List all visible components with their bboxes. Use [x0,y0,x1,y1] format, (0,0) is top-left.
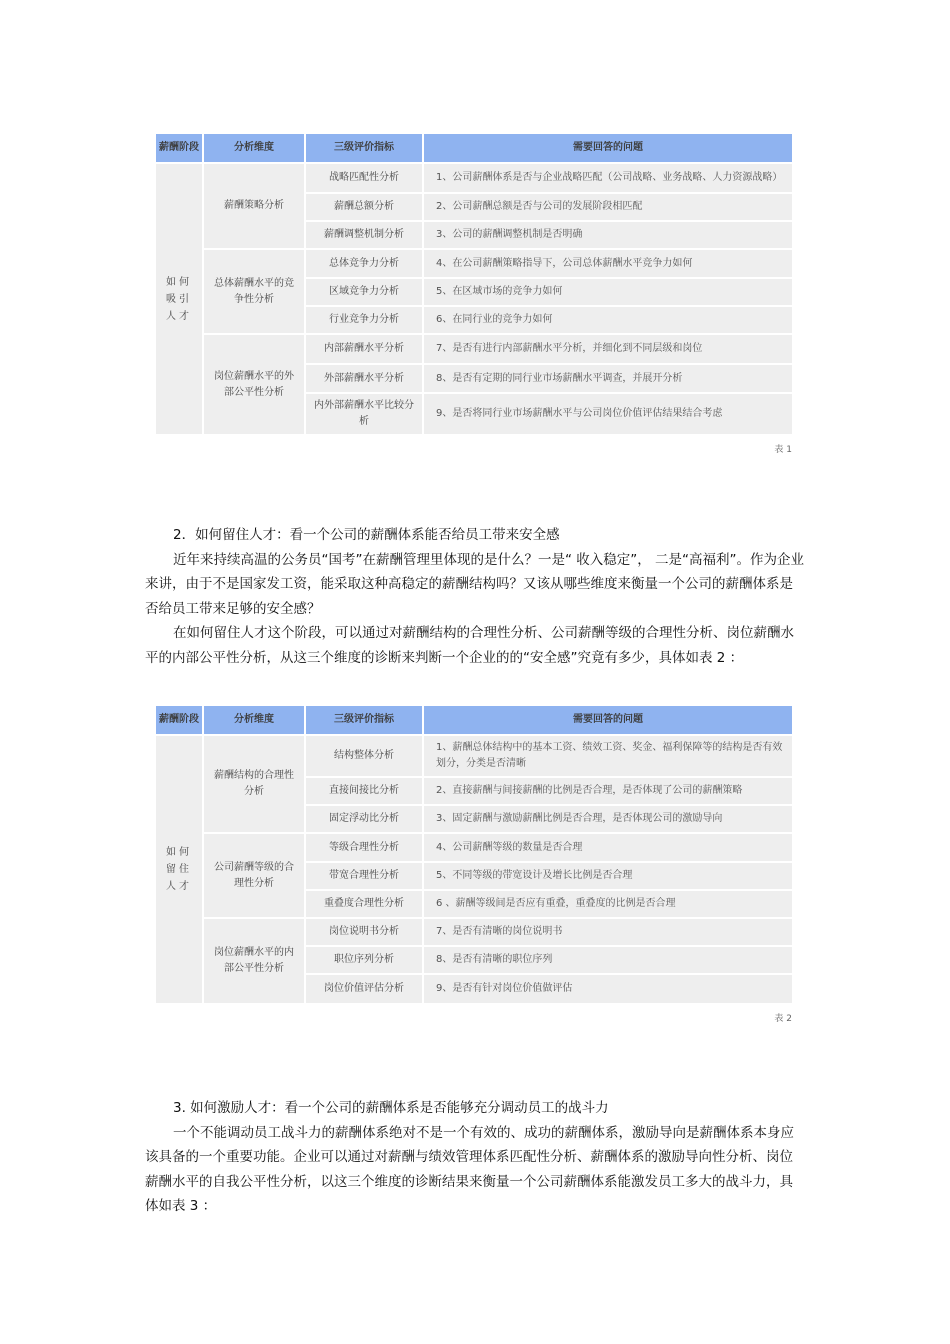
table-header-row [156,134,792,162]
question-cell: 4、公司薪酬等级的数量是否合理 [424,834,792,861]
indicator-cell: 总体竞争力分析 [306,250,422,277]
dimension-cell: 岗位薪酬水平的内部公平性分析 [204,919,304,1003]
indicator-cell: 内外部薪酬水平比较分析 [306,394,422,434]
indicator-cell: 内部薪酬水平分析 [306,335,422,363]
question-cell: 8、是否有定期的同行业市场薪酬水平调查，并展开分析 [424,365,792,392]
table-row [156,834,792,861]
dimension-cell: 薪酬结构的合理性分析 [204,736,304,832]
header-stage: 薪酬阶段 [156,706,202,734]
dimension-cell: 公司薪酬等级的合理性分析 [204,834,304,917]
dimension-cell: 薪酬策略分析 [204,164,304,248]
indicator-cell: 直接间接比分析 [306,778,422,804]
header-stage: 薪酬阶段 [156,134,202,162]
stage-cell: 如何吸引人才 [156,164,202,434]
section-3-text [145,1096,805,1219]
section-heading: 2．如何留住人才：看一个公司的薪酬体系能否给员工带来安全感 [173,527,560,543]
indicator-cell: 薪酬总额分析 [306,194,422,220]
paragraph: 在如何留住人才这个阶段，可以通过对薪酬结构的合理性分析、公司薪酬等级的合理性分析、岗位薪酬水平的内部公平性分析，从这三个维度的诊断来判断一个企业的的“安全感”究竟有多少，具体如表 2 ： [145,625,794,666]
question-cell: 9、是否有针对岗位价值做评估 [424,975,792,1003]
question-cell: 2、公司薪酬总额是否与公司的发展阶段相匹配 [424,194,792,220]
indicator-cell: 岗位说明书分析 [306,919,422,945]
header-indicator: 三级评价指标 [306,134,422,162]
section-heading: 3. 如何激励人才：看一个公司的薪酬体系是否能够充分调动员工的战斗力 [173,1100,609,1116]
indicator-cell: 岗位价值评估分析 [306,975,422,1003]
indicator-cell: 职位序列分析 [306,947,422,973]
indicator-cell: 等级合理性分析 [306,834,422,861]
table-row [156,250,792,277]
question-cell: 5、在区域市场的竞争力如何 [424,279,792,305]
indicator-cell: 带宽合理性分析 [306,863,422,889]
header-indicator: 三级评价指标 [306,706,422,734]
question-cell: 1、薪酬总体结构中的基本工资、绩效工资、奖金、福利保障等的结构是否有效划分，分类是否清晰 [424,736,792,776]
table-row [156,164,792,192]
stage-cell: 如何留住人才 [156,736,202,1003]
table-1-container [154,132,794,455]
header-question: 需要回答的问题 [424,134,792,162]
question-cell: 4、在公司薪酬策略指导下，公司总体薪酬水平竞争力如何 [424,250,792,277]
table-row [156,335,792,363]
question-cell: 3、公司的薪酬调整机制是否明确 [424,222,792,248]
question-cell: 1、公司薪酬体系是否与企业战略匹配（公司战略、业务战略、人力资源战略） [424,164,792,192]
indicator-cell: 薪酬调整机制分析 [306,222,422,248]
table-header-row [156,706,792,734]
paragraph: 近年来持续高温的公务员“国考”在薪酬管理里体现的是什么？一是“ 收入稳定”， 二是“高福利”。作为企业来讲，由于不是国家发工资，能采取这种高稳定的薪酬结构吗？又该从哪些维度来衡量一个公司的薪酬体系是否给员工带来足够的安全感？ [145,551,805,617]
indicator-cell: 结构整体分析 [306,736,422,776]
dimension-cell: 岗位薪酬水平的外部公平性分析 [204,335,304,434]
paragraph: 一个不能调动员工战斗力的薪酬体系绝对不是一个有效的、成功的薪酬体系，激励导向是薪酬体系本身应该具备的一个重要功能。企业可以通过对薪酬与绩效管理体系匹配性分析、薪酬体系的激励导向性分析、岗位薪酬水平的自我公平性分析，以这三个维度的诊断结果来衡量一个公司薪酬体系能激发员工多大的战斗力，具体如表 3 ： [145,1124,794,1214]
indicator-cell: 行业竞争力分析 [306,307,422,333]
question-cell: 7、是否有清晰的岗位说明书 [424,919,792,945]
indicator-cell: 固定浮动比分析 [306,806,422,832]
question-cell: 6 、薪酬等级间是否应有重叠，重叠度的比例是否合理 [424,891,792,917]
question-cell: 3、固定薪酬与激励薪酬比例是否合理，是否体现公司的激励导向 [424,806,792,832]
header-question: 需要回答的问题 [424,706,792,734]
table-row [156,919,792,945]
question-cell: 7、是否有进行内部薪酬水平分析，并细化到不同层级和岗位 [424,335,792,363]
question-cell: 6、在同行业的竞争力如何 [424,307,792,333]
question-cell: 9、是否将同行业市场薪酬水平与公司岗位价值评估结果结合考虑 [424,394,792,434]
header-dimension: 分析维度 [204,706,304,734]
table-row [156,736,792,776]
table-2-container [154,704,794,1024]
indicator-cell: 外部薪酬水平分析 [306,365,422,392]
header-dimension: 分析维度 [204,134,304,162]
question-cell: 5、不同等级的带宽设计及增长比例是否合理 [424,863,792,889]
indicator-cell: 区域竞争力分析 [306,279,422,305]
evaluation-table-2 [154,704,794,1005]
table-caption: 表 2 [774,1014,792,1024]
question-cell: 8、是否有清晰的职位序列 [424,947,792,973]
evaluation-table-1 [154,132,794,436]
section-2-text [145,523,805,670]
dimension-cell: 总体薪酬水平的竞争性分析 [204,250,304,333]
table-caption: 表 1 [774,445,792,455]
question-cell: 2、直接薪酬与间接薪酬的比例是否合理，是否体现了公司的薪酬策略 [424,778,792,804]
indicator-cell: 战略匹配性分析 [306,164,422,192]
indicator-cell: 重叠度合理性分析 [306,891,422,917]
